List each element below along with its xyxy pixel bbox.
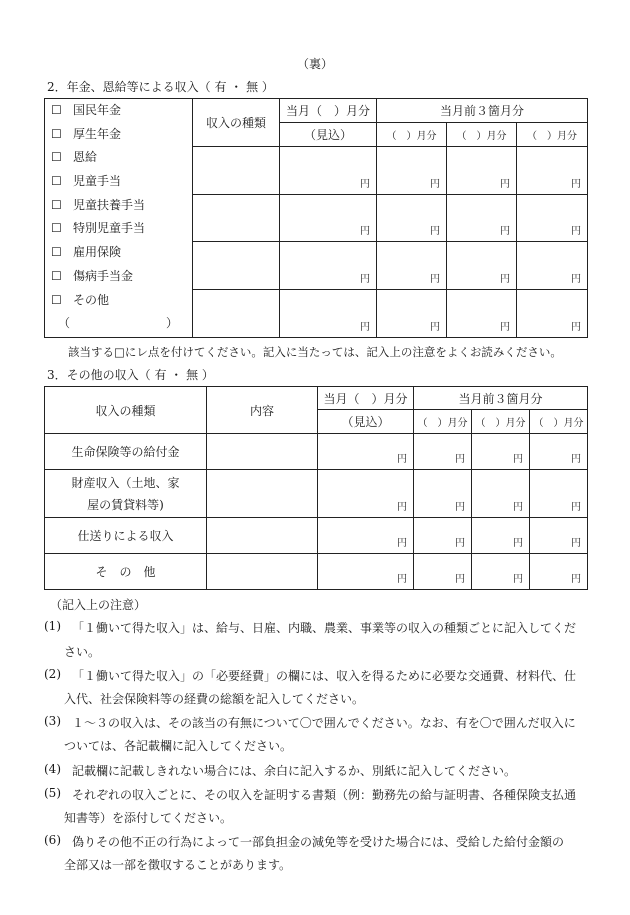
amount-cell[interactable]: 円 [377,147,447,195]
amount-cell[interactable]: 円 [530,470,588,518]
paren-close: ） [165,316,178,331]
checkbox-item[interactable] [45,265,192,289]
content-cell[interactable] [207,434,318,470]
checkbox-label: 傷病手当金 [73,268,134,283]
checkbox-item[interactable] [45,99,192,123]
amount-cell[interactable]: 円 [318,518,414,554]
checkbox-label: 児童手当 [73,174,122,189]
amount-cell[interactable]: 円 [530,434,588,470]
col-header-month: （ ）月分 [377,123,447,147]
note-text-continued: 入代、社会保険料等の経費の総額を記入してください。 [64,692,365,706]
amount-cell[interactable]: 円 [472,518,530,554]
amount-cell[interactable]: 円 [377,290,447,338]
col-header-income-type: 収入の種類 [45,387,207,434]
content-cell[interactable] [207,518,318,554]
note-text-continued: 全部又は一部を徴収することがあります。 [64,858,292,872]
other-specify-field[interactable] [45,312,192,336]
income-type-label: 仕送りによる収入 [45,518,207,554]
checkbox-icon[interactable]: ☐ [51,268,62,283]
note-text: 「１働いて得た収入」の「必要経費」の欄には、収入を得るために必要な交通費、材料代、仕 [72,669,577,683]
income-type-label-line: 屋の賃貸料等) [87,497,164,512]
amount-cell[interactable]: 円 [517,290,588,338]
col-header-content: 内容 [207,387,318,434]
note-number: (5) [44,786,61,800]
checkbox-item[interactable] [45,123,192,147]
income-type-label [45,470,207,518]
amount-cell[interactable]: 円 [414,470,472,518]
note-text: 記載欄に記載しきれない場合には、余白に記入するか、別紙に記入してください。 [72,764,517,778]
col-header-prev-3-months: 当月前３箇月分 [414,387,588,410]
amount-cell[interactable]: 円 [472,470,530,518]
note-number: (3) [44,714,61,728]
checkbox-label: 特別児童手当 [73,221,146,236]
income-type-cell[interactable] [193,290,280,338]
note-text: 偽りその他不正の行為によって一部負担金の減免等を受けた場合には、受給した給付金額の [72,835,565,849]
amount-cell[interactable]: 円 [447,147,517,195]
note-number: (4) [44,762,61,776]
amount-cell[interactable]: 円 [447,242,517,290]
note-text: それぞれの収入ごとに、その収入を証明する書類（例：勤務先の給与証明書、各種保険支払通 [72,788,577,802]
amount-cell[interactable]: 円 [414,518,472,554]
amount-cell[interactable]: 円 [472,434,530,470]
col-header-current-month: 当月（ ）月分 [318,387,414,410]
page-title: （裏） [296,57,333,71]
notes-title: （記入上の注意） [50,598,147,612]
checkbox-icon[interactable]: ☐ [51,150,62,165]
income-type-label: そ の 他 [45,554,207,590]
income-type-label: 生命保険等の給付金 [45,434,207,470]
pension-income-table [44,98,588,338]
note-text: １～３の収入は、その該当の有無について〇で囲んでください。なお、有を〇で囲んだ収入に [72,716,576,730]
content-cell[interactable] [207,554,318,590]
col-header-current-month: 当月（ ）月分 [280,99,377,123]
amount-cell[interactable]: 円 [472,554,530,590]
checkbox-label: 雇用保険 [73,245,122,260]
checkbox-item[interactable] [45,170,192,194]
amount-cell[interactable]: 円 [517,195,588,242]
amount-cell[interactable]: 円 [530,554,588,590]
amount-cell[interactable]: 円 [530,518,588,554]
checkbox-icon[interactable]: ☐ [51,174,62,189]
amount-cell[interactable]: 円 [280,195,377,242]
checkbox-item[interactable] [45,217,192,241]
amount-cell[interactable]: 円 [318,554,414,590]
col-header-month: （ ）月分 [472,410,530,434]
checkbox-icon[interactable]: ☐ [51,103,62,117]
note-number: (6) [44,833,61,847]
checkbox-item[interactable] [45,146,192,170]
income-type-label-line: 財産収入（土地、家 [71,475,180,490]
col-header-month: （ ）月分 [517,123,588,147]
amount-cell[interactable]: 円 [377,195,447,242]
checkbox-icon[interactable]: ☐ [51,126,62,141]
col-header-income-type: 収入の種類 [193,99,280,147]
checkbox-item[interactable] [45,194,192,218]
section3-title: 3．その他の収入（ 有 ・ 無 ） [47,368,214,382]
section2-title: 2．年金、恩給等による収入（ 有 ・ 無 ） [47,80,274,94]
amount-cell[interactable]: 円 [318,434,414,470]
amount-cell[interactable]: 円 [517,147,588,195]
amount-cell[interactable]: 円 [377,242,447,290]
col-header-month: （ ）月分 [414,410,472,434]
content-cell[interactable] [207,470,318,518]
note-number: (2) [44,667,61,681]
checkbox-item[interactable] [45,241,192,265]
section2-footnote: 該当する□にレ点を付けてください。記入に当たっては、記入上の注意をよくお読みください。 [68,345,562,359]
checkbox-label: 厚生年金 [73,126,122,141]
checkbox-item[interactable] [45,289,192,313]
col-header-month: （ ）月分 [447,123,517,147]
other-income-table [44,386,588,590]
income-type-cell[interactable] [193,242,280,290]
paren-open: （ [58,316,71,331]
note-number: (1) [44,619,61,633]
amount-cell[interactable]: 円 [414,554,472,590]
amount-cell[interactable]: 円 [447,290,517,338]
checkbox-icon[interactable]: ☐ [51,197,62,212]
note-text-continued: さい。 [64,645,101,659]
amount-cell[interactable]: 円 [414,434,472,470]
checkbox-list-cell [45,99,193,338]
note-text-continued: ついては、各記載欄に記入してください。 [64,739,293,753]
col-header-estimate: （見込） [280,123,377,147]
col-header-prev-3-months: 当月前３箇月分 [377,99,588,123]
col-header-estimate: （見込） [318,410,414,434]
checkbox-icon[interactable]: ☐ [51,245,62,260]
col-header-month: （ ）月分 [530,410,588,434]
amount-cell[interactable]: 円 [280,242,377,290]
checkbox-icon[interactable]: ☐ [51,221,62,236]
note-text-continued: 知書等）を添付してください。 [64,811,233,825]
amount-cell[interactable]: 円 [280,290,377,338]
income-type-cell[interactable] [193,195,280,242]
income-type-cell[interactable] [193,147,280,195]
amount-cell[interactable]: 円 [318,470,414,518]
amount-cell[interactable]: 円 [447,195,517,242]
checkbox-label: 児童扶養手当 [73,197,146,212]
checkbox-label: その他 [73,292,110,307]
checkbox-label: 恩給 [73,150,98,165]
amount-cell[interactable]: 円 [280,147,377,195]
checkbox-label: 国民年金 [73,103,122,117]
note-text: 「１働いて得た収入」は、給与、日雇、内職、農業、事業等の収入の種類ごとに記入してくだ [72,621,577,635]
amount-cell[interactable]: 円 [517,242,588,290]
checkbox-icon[interactable]: ☐ [51,292,62,307]
